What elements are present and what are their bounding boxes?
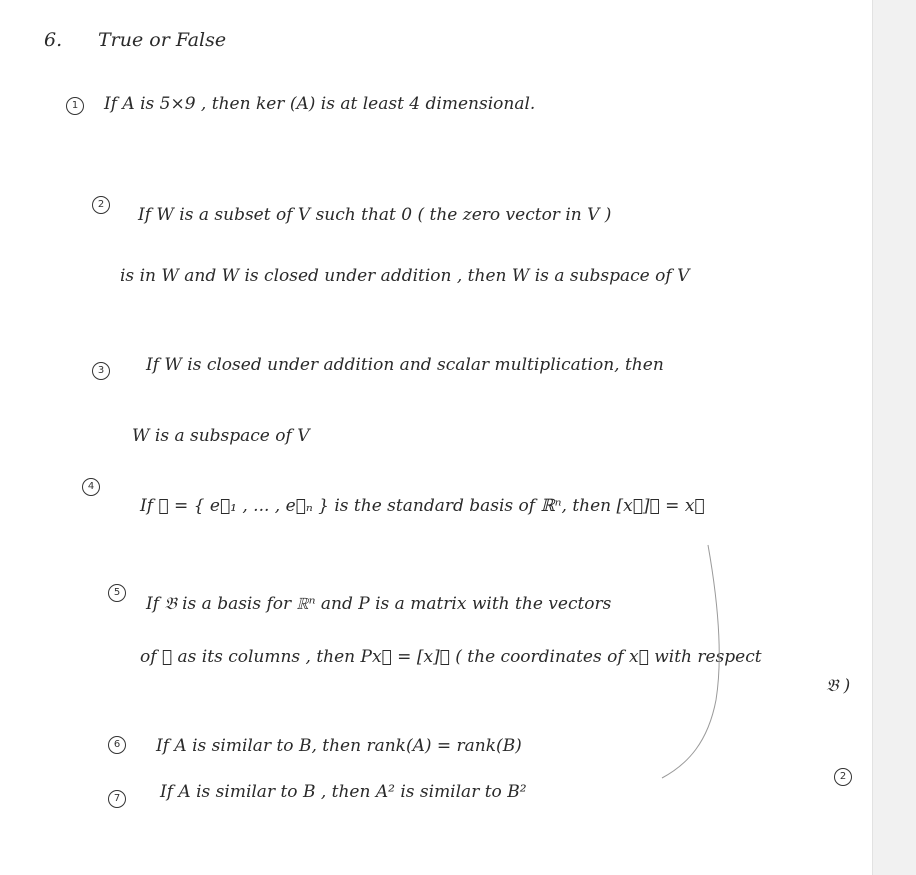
statement-2-marker: 2 [92,196,110,214]
statement-4-line-1: If 𝔅 = { e⃗₁ , ... , e⃗ₙ } is the standard basis of ℝⁿ, then [x⃗]𝔅 = x⃗ [140,496,705,516]
side-marker: 2 [834,768,852,786]
statement-3-marker: 3 [92,362,110,380]
statement-5-marker: 5 [108,584,126,602]
statement-3-line-2: W is a subspace of V [132,426,310,446]
statement-5-line-3: 𝔅 ) [826,676,851,696]
statement-7-line-1: If A is similar to B , then A² is similar to B² [160,782,527,802]
statement-5-line-2: of 𝔅 as its columns , then Px⃗ = [x]𝔅 ( the coordinates of x⃗ with respect [140,647,762,667]
problem-heading: True or False [98,29,227,51]
problem-number: 6. [44,29,63,51]
right-margin-gutter [872,0,916,875]
statement-6-line-1: If A is similar to B, then rank(A) = rank(B) [156,736,522,756]
statement-2-line-2: is in W and W is closed under addition , then W is a subspace of V [120,266,690,286]
statement-2-line-1: If W is a subset of V such that 0 ( the zero vector in V ) [138,205,612,225]
statement-5-line-1: If 𝔅 is a basis for ℝⁿ and P is a matrix with the vectors [146,594,612,614]
statement-3-line-1: If W is closed under addition and scalar multiplication, then [146,355,664,375]
statement-1-marker: 1 [66,97,84,115]
statement-7-marker: 7 [108,790,126,808]
statement-6-marker: 6 [108,736,126,754]
statement-1-line-1: If A is 5×9 , then ker (A) is at least 4 dimensional. [104,94,536,114]
statement-4-marker: 4 [82,478,100,496]
